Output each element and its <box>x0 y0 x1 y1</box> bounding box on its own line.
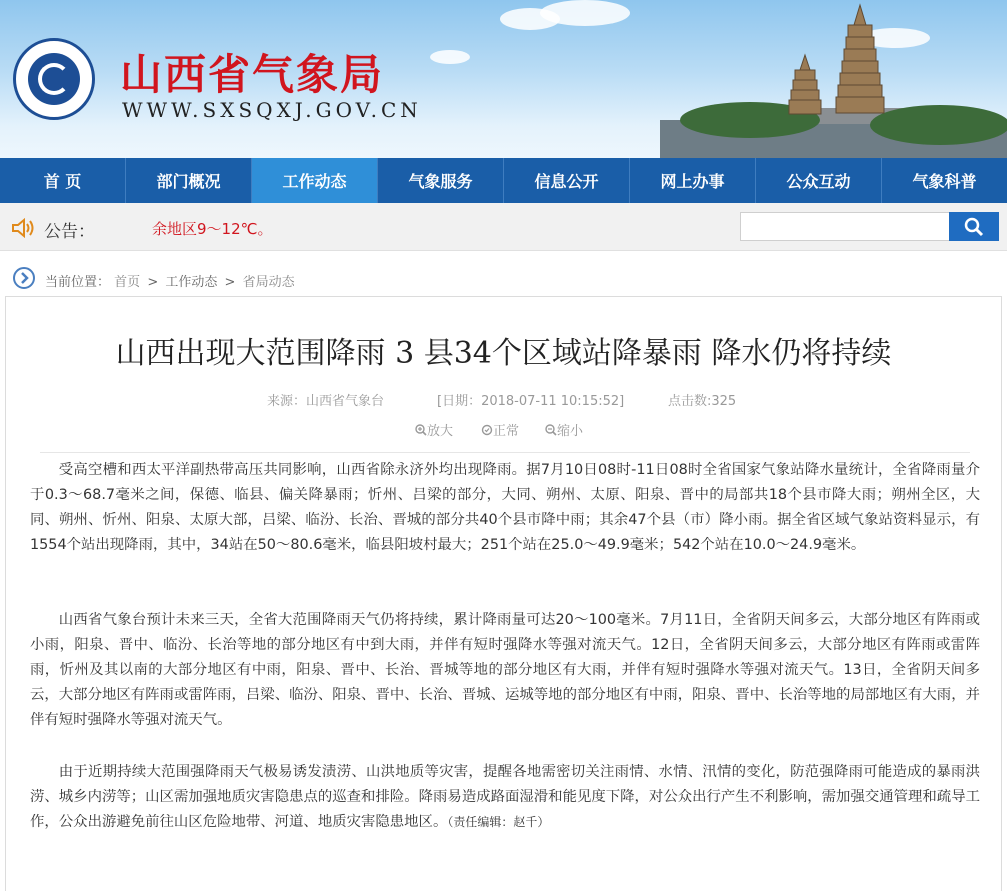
article-source: 来源：山西省气象台 <box>267 394 385 409</box>
breadcrumb-current[interactable]: 省局动态 <box>242 275 295 290</box>
breadcrumb <box>0 263 1007 295</box>
cloud-decoration <box>540 0 630 26</box>
meteorology-logo[interactable] <box>13 38 95 120</box>
nav-item-public-interaction[interactable]: 公众互动 <box>756 158 882 203</box>
article-date: [日期：2018-07-11 10:15:52] <box>437 394 625 409</box>
breadcrumb-home-link[interactable]: 首页 <box>114 275 141 290</box>
normal-size-button[interactable] <box>481 420 519 439</box>
article-editor: （责任编辑：赵千） <box>447 815 550 829</box>
nav-item-online-service[interactable]: 网上办事 <box>630 158 756 203</box>
search-icon <box>964 217 984 237</box>
zoom-in-icon <box>415 424 427 436</box>
nav-item-weather-service[interactable]: 气象服务 <box>378 158 504 203</box>
nav-item-info-disclosure[interactable]: 信息公开 <box>504 158 630 203</box>
normal-label: 正常 <box>493 424 520 439</box>
shrink-label: 缩小 <box>557 424 584 439</box>
article-paragraph-last <box>30 760 980 835</box>
breadcrumb-separator: > <box>224 275 236 290</box>
divider <box>40 452 970 453</box>
speaker-icon <box>11 218 37 238</box>
article-hits: 点击数:325 <box>668 394 737 409</box>
enlarge-button[interactable] <box>415 420 453 439</box>
reset-icon <box>481 424 493 436</box>
pagoda-scenery-image <box>640 0 1007 158</box>
enlarge-label: 放大 <box>427 424 454 439</box>
search-input[interactable] <box>740 212 950 241</box>
site-title[interactable]: 山西省气象局 <box>120 50 385 99</box>
breadcrumb-work-news-link[interactable]: 工作动态 <box>165 275 218 290</box>
nav-item-science[interactable]: 气象科普 <box>912 172 977 191</box>
site-header <box>0 0 1007 158</box>
logo-swirl-icon <box>38 63 70 95</box>
breadcrumb-separator: > <box>147 275 159 290</box>
notice-label: 公告： <box>44 222 95 242</box>
nav-item-work-news[interactable]: 工作动态 <box>252 158 378 203</box>
shrink-button[interactable] <box>545 420 583 439</box>
article-paragraph: 受高空槽和西太平洋副热带高压共同影响，山西省除永济外均出现降雨。据7月10日08时-11日08时全省国家气象站降水量统计，全省降雨量介于0.3～68.7毫米之间，保德、临县、偏关降暴雨；忻州、吕梁的部分，大同、朔州、太原、阳泉、晋中的局部共18个县市降大雨；朔州全区，大同、朔州、忻州、阳泉、太原大部，吕梁、临汾、长治、晋城的部分共40个县市降中雨；其余47个县（市）降小雨。据全省区域气象站资料显示，有1554个站出现降雨，其中，34站在50～80.6毫米，临县阳坡村最大；251个站在25.0～49.9毫米；542个站在10.0～24.9毫米。 <box>30 462 980 553</box>
cloud-decoration <box>430 50 470 64</box>
main-nav <box>0 158 1007 203</box>
location-icon <box>13 267 35 289</box>
notice-marquee-text[interactable]: 余地区9～12℃。 <box>152 220 273 238</box>
nav-item-home[interactable]: 首 页 <box>0 158 126 203</box>
breadcrumb-path <box>45 271 295 290</box>
article-paragraph-text: 由于近期持续大范围强降雨天气极易诱发渍涝、山洪地质等灾害，提醒各地需密切关注雨情、水情、汛情的变化，防范强降雨可能造成的暴雨洪涝、城乡内涝等；山区需加强地质灾害隐患点的巡查和排险。降雨易造成路面湿滑和能见度下降，对公众出行产生不利影响，需加强交通管理和疏导工作，公众出游避免前往山区危险地带、河道、地质灾害隐患地区。 <box>30 764 980 830</box>
site-url: WWW.SXSQXJ.GOV.CN <box>122 98 422 122</box>
zoom-out-icon <box>545 424 557 436</box>
breadcrumb-prefix: 当前位置： <box>45 275 111 290</box>
nav-item-about[interactable]: 部门概况 <box>126 158 252 203</box>
article-title: 山西出现大范围降雨 3 县34个区域站降暴雨 降水仍将持续 <box>115 336 892 371</box>
search-button[interactable] <box>949 212 999 241</box>
article-paragraph: 山西省气象台预计未来三天，全省大范围降雨天气仍将持续，累计降雨量可达20～100毫米。7月11日，全省阴天间多云，大部分地区有阵雨或小雨，阳泉、晋中、临汾、长治等地的部分地区有中到大雨，并伴有短时强降水等强对流天气。12日，全省阴天间多云，大部分地区有阵雨或雷阵雨，忻州及其以南的大部分地区有中雨，阳泉、晋中、长治、晋城等地的部分地区有大雨，并伴有短时强降水等强对流天气。13日，全省阴天间多云，大部分地区有阵雨或雷阵雨，吕梁、临汾、阳泉、晋中、长治、晋城、运城等地的部分地区有中雨，阳泉、晋中、长治等地的局部地区有大雨，并伴有短时强降水等强对流天气。 <box>30 612 980 728</box>
